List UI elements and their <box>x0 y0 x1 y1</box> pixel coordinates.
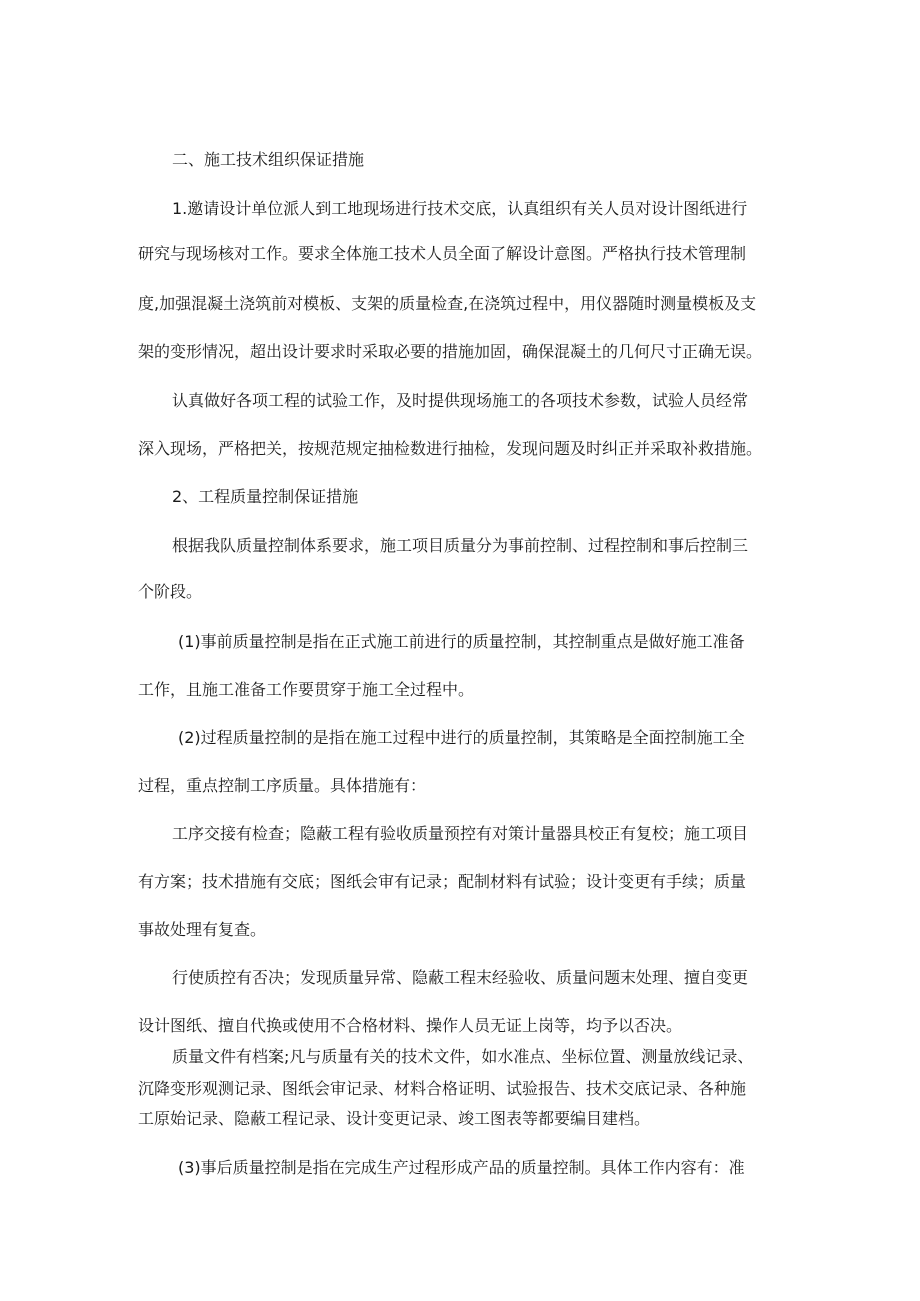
paragraph-line: 事故处理有复查。 <box>138 920 267 939</box>
paragraph-line: 工序交接有检查；隐蔽工程有验收质量预控有对策计量器具校正有复校；施工项目 <box>172 824 749 843</box>
paragraph-line: (3)事后质量控制是指在完成生产过程形成产品的质量控制。具体工作内容有：准 <box>178 1158 745 1177</box>
section-heading: 2、工程质量控制保证措施 <box>172 487 359 506</box>
paragraph-line: 过程，重点控制工序质量。具体措施有： <box>138 776 427 795</box>
paragraph-line: 个阶段。 <box>138 582 203 601</box>
paragraph-line: 1.邀请设计单位派人到工地现场进行技术交底，认真组织有关人员对设计图纸进行 <box>172 199 748 218</box>
paragraph-line: 根据我队质量控制体系要求，施工项目质量分为事前控制、过程控制和事后控制三 <box>172 536 749 555</box>
paragraph-line: 工作，且施工准备工作要贯穿于施工全过程中。 <box>138 680 475 699</box>
paragraph-line: 设计图纸、擅自代换或使用不合格材料、操作人员无证上岗等，均予以否决。 <box>138 1016 683 1035</box>
section-heading: 二、施工技术组织保证措施 <box>172 150 365 169</box>
paragraph-line: 工原始记录、隐蔽工程记录、设计变更记录、竣工图表等都要编目建档。 <box>138 1109 651 1128</box>
paragraph-line: 度,加强混凝土浇筑前对模板、支架的质量检查,在浇筑过程中，用仪器随时测量模板及支 <box>138 294 757 313</box>
paragraph-line: 质量文件有档案;凡与质量有关的技术文件，如水准点、坐标位置、测量放线记录、 <box>172 1047 754 1066</box>
paragraph-line: 沉降变形观测记录、图纸会审记录、材料合格证明、试验报告、技术交底记录、各种施 <box>138 1079 747 1098</box>
paragraph-line: 架的变形情况，超出设计要求时采取必要的措施加固，确保混凝土的几何尺寸正确无误。 <box>138 342 763 361</box>
paragraph-line: 行使质控有否决；发现质量异常、隐蔽工程末经验收、质量问题末处理、擅自变更 <box>172 968 749 987</box>
paragraph-line: (1)事前质量控制是指在正式施工前进行的质量控制，其控制重点是做好施工准备 <box>178 632 745 651</box>
paragraph-line: 认真做好各项工程的试验工作，及时提供现场施工的各项技术参数，试验人员经常 <box>172 391 749 410</box>
paragraph-line: 研究与现场核对工作。要求全体施工技术人员全面了解设计意图。严格执行技术管理制 <box>138 244 747 263</box>
paragraph-line: 有方案；技术措施有交底；图纸会审有记录；配制材料有试验；设计变更有手续；质量 <box>138 872 747 891</box>
paragraph-line: 深入现场，严格把关，按规范规定抽检数进行抽检，发现问题及时纠正并采取补救措施。 <box>138 439 763 458</box>
paragraph-line: (2)过程质量控制的是指在施工过程中进行的质量控制，其策略是全面控制施工全 <box>178 728 745 747</box>
